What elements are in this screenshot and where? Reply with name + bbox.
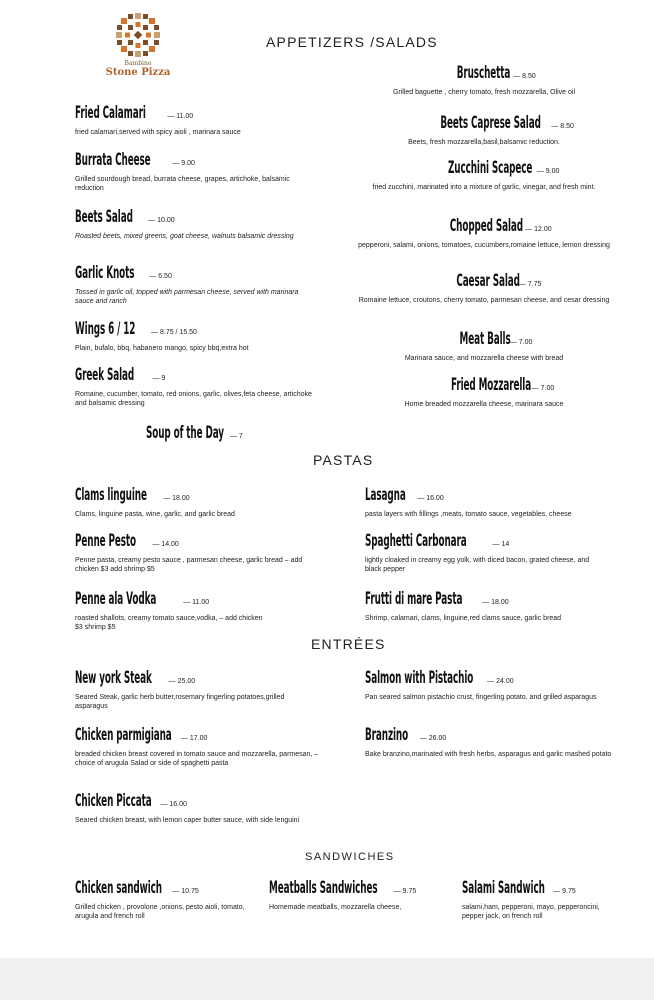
item-description: breaded chicken breast covered in tomato sauce and mozzarella, parmesan, – choice of arugula Salad or side of spaghetti pasta	[75, 751, 319, 767]
menu-item	[75, 318, 315, 353]
menu-item	[365, 724, 615, 759]
item-price: — 8.50	[551, 123, 574, 130]
item-description: roasted shallots, creamy tomato sauce,vodka, – add chicken $3 shrimp $5	[75, 615, 263, 631]
item-description: Seared chicken breast, with lemon caper butter sauce, with side lenguini	[75, 817, 300, 824]
item-description: Penne pasta, creamy pesto sauce , parmesan cheese, garlic bread – add chicken $3 add shrimp $5	[75, 557, 303, 573]
page-bottom-margin	[0, 958, 654, 1000]
menu-item	[365, 588, 625, 623]
item-name: Beets Salad	[75, 207, 133, 227]
menu-item	[365, 530, 605, 574]
item-name: Penne Pesto	[75, 531, 137, 551]
menu-item	[350, 62, 618, 97]
item-price: — 8.75 / 15.50	[151, 329, 197, 336]
item-name: Spaghetti Carbonara	[365, 531, 467, 551]
item-description: Homemade meatballs, mozzarella cheese,	[269, 904, 402, 911]
item-description: pepperoni, salami, onions, tomatoes, cucumbers,romaine lettuce, lemon dressing	[358, 242, 610, 249]
menu-item	[350, 328, 618, 363]
item-description: Bake branzino,marinated with fresh herbs, asparagus and garlic mashed potato	[365, 751, 612, 758]
item-name: Soup of the Day	[146, 423, 224, 443]
item-name: Lasagna	[365, 485, 406, 505]
item-price: — 7.00	[531, 385, 555, 392]
item-price: — 12.00	[525, 226, 552, 233]
item-description: salami,ham, pepperoni, mayo, pepperoncini, pepper jack, on french roll	[462, 904, 600, 920]
item-price: — 25.00	[168, 678, 196, 685]
item-name: Meatballs Sandwiches	[269, 878, 378, 898]
menu-item	[350, 270, 618, 305]
item-description: Plain, bufalo, bbq, habanero mango, spicy bbq,extra hot	[75, 345, 249, 352]
section-title-entrees: ENTRÉES	[311, 636, 386, 652]
item-price: — 17.00	[180, 735, 208, 742]
item-price: — 9.00	[536, 168, 560, 175]
item-name: Meat Balls	[459, 329, 511, 349]
menu-item	[269, 877, 419, 912]
item-name: Fried Calamari	[75, 103, 146, 123]
item-price: — 7	[229, 433, 243, 440]
item-price: — 7.00	[509, 339, 533, 346]
item-description: fried zucchini, marinated into a mixture of garlic, vinegar, and fresh mint.	[372, 184, 596, 191]
item-name: Penne ala Vodka	[75, 589, 157, 609]
item-description: lightly cloaked in creamy egg yolk, with diced bacon, grated cheese, and black pepper	[365, 557, 590, 573]
item-name: New york Steak	[75, 668, 152, 688]
menu-item	[75, 530, 325, 574]
item-description: Romaine lettuce, croutons, cherry tomato, parmesan cheese, and cesar dressing	[358, 297, 610, 304]
menu-item	[462, 877, 622, 921]
item-price: — 18.00	[163, 495, 190, 502]
item-name: Fried Mozzarella	[450, 375, 531, 395]
item-price: — 14.00	[152, 541, 179, 548]
item-name: Beets Caprese Salad	[440, 113, 541, 133]
menu-item	[75, 149, 315, 193]
item-description: fried calamari,served with spicy aioli , marinara sauce	[75, 129, 241, 136]
item-price: — 16.00	[417, 495, 444, 502]
item-description: Roasted beets, mixed greens, goat cheese, walnuts balsamic dressing	[75, 233, 294, 240]
item-description: Tossed in garlic oil, topped with parmesan cheese, served with marinara sauce and ranch	[75, 289, 299, 305]
menu-item	[75, 667, 315, 711]
menu-item	[365, 667, 615, 702]
menu-item	[75, 588, 265, 632]
item-name: Chicken parmigiana	[75, 725, 172, 745]
item-description: Grilled chicken , provolone ,onions, pesto aioli, tomato, arugula and french roll	[75, 904, 245, 920]
item-name: Branzino	[365, 725, 409, 745]
section-title-appetizers-salads: APPETIZERS /SALADS	[266, 34, 438, 50]
menu-item	[350, 157, 618, 192]
item-price: — 18.00	[482, 599, 509, 606]
item-price: — 9.75	[393, 888, 417, 895]
tile-mosaic-logo-icon	[113, 10, 163, 60]
menu-item	[75, 262, 315, 306]
item-description: Shrimp, calamari, clams, linguine,red clams sauce, garlic bread	[365, 615, 562, 622]
menu-item	[75, 790, 325, 825]
item-price: — 10.00	[148, 217, 175, 224]
menu-item	[365, 484, 625, 519]
item-price: — 11.00	[167, 113, 194, 120]
item-description: Pan seared salmon pistachio crust, fingerling potato, and grilled asparagus	[365, 694, 597, 701]
item-description: Marinara sauce, and mozzarella cheese with bread	[404, 355, 564, 362]
menu-item	[350, 112, 618, 147]
item-name: Wings 6 / 12	[75, 319, 136, 339]
item-name: Chicken sandwich	[75, 878, 162, 898]
item-name: Garlic Knots	[75, 263, 135, 283]
item-description: Clams, linguine pasta, wine, garlic, and garlic bread	[75, 511, 235, 518]
item-name: Clams linguine	[75, 485, 147, 505]
item-name: Zucchini Scapece	[447, 158, 532, 178]
menu-item	[75, 724, 325, 768]
item-name: Greek Salad	[75, 365, 135, 385]
menu-item	[350, 374, 618, 409]
section-title-sandwiches: SANDWICHES	[305, 851, 395, 863]
item-price: — 11.00	[183, 599, 210, 606]
logo-small-text: Bambino	[124, 60, 152, 67]
menu-item-soup	[146, 422, 306, 448]
menu-item	[75, 877, 255, 921]
item-name: Chopped Salad	[450, 216, 524, 236]
item-description: Beets, fresh mozzarella,basil,balsamic reduction.	[408, 139, 560, 146]
menu-item	[75, 484, 335, 519]
menu-item	[75, 206, 315, 241]
menu-item	[75, 102, 315, 137]
item-description: Grilled sourdough bread, burrata cheese, grapes, artichoke, balsamic reduction	[75, 176, 290, 192]
item-price: — 24.00	[487, 678, 514, 685]
item-price: — 14	[492, 541, 510, 548]
item-price: — 8.50	[513, 73, 536, 80]
item-price: — 9.00	[172, 160, 195, 167]
item-price: — 16.00	[160, 801, 187, 808]
item-name: Caesar Salad	[455, 271, 520, 291]
item-description: Seared Steak, garlic herb butter,rosemary fingerling potatoes,grilled asparagus	[75, 694, 285, 710]
item-price: — 9	[152, 375, 166, 382]
item-description: pasta layers with fillings ,meats, tomato sauce, vegetables, cheese	[365, 511, 572, 518]
item-price: — 10.75	[172, 888, 199, 895]
logo-brand-text: Stone Pizza	[105, 67, 171, 78]
menu-item	[75, 364, 325, 408]
section-title-pastas: PASTAS	[313, 452, 374, 468]
menu-item	[350, 215, 618, 250]
item-price: — 9.75	[553, 888, 576, 895]
item-price: — 7.75	[518, 281, 542, 288]
restaurant-logo	[98, 10, 178, 80]
item-name: Chicken Piccata	[75, 791, 152, 811]
item-name: Salami Sandwich	[462, 878, 545, 898]
item-price: — 6.50	[149, 273, 172, 280]
item-name: Burrata Cheese	[75, 150, 151, 170]
item-description: Home breaded mozzarella cheese, marinara sauce	[404, 401, 564, 408]
item-name: Bruschetta	[456, 63, 511, 83]
item-description: Romaine, cucumber, tomato, red onions, garlic, olives,feta cheese, artichoke and balsamic dressing	[75, 391, 312, 407]
item-name: Salmon with Pistachio	[365, 668, 474, 688]
item-description: Grilled baguette , cherry tomato, fresh mozzarella, Olive oil	[392, 89, 576, 96]
item-name: Frutti di mare Pasta	[365, 589, 463, 609]
item-price: — 26.00	[419, 735, 447, 742]
